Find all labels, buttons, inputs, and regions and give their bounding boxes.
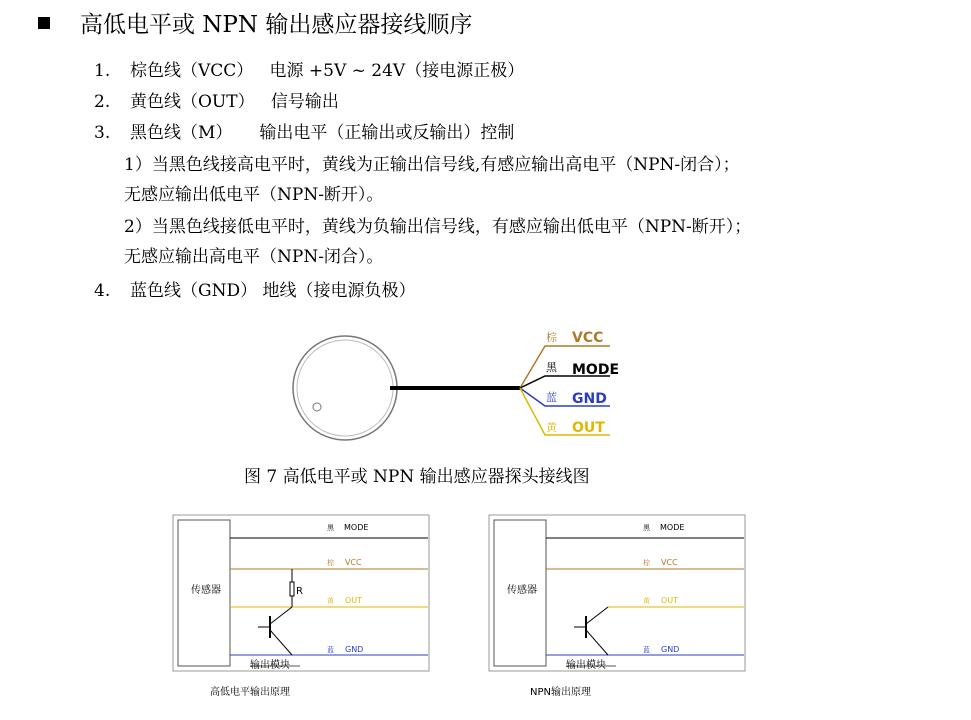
list-item-3	[94, 118, 514, 143]
list-text: 棕色线（VCC） 电源 +5V ~ 24V（接电源正极）	[130, 61, 525, 81]
probe-wire-label: GND	[572, 391, 607, 407]
probe-wire-cn: 黄	[546, 421, 557, 434]
sub-line-3: 2）当黑色线接低电平时，黄线为负输出信号线，有感应输出低电平（NPN-断开）；	[124, 217, 752, 237]
heading-text: 高低电平或 NPN 输出感应器接线顺序	[80, 12, 473, 38]
probe-wire-label: MODE	[572, 362, 620, 378]
list-text: 黄色线（OUT） 信号输出	[130, 92, 339, 112]
list-text: 蓝色线（GND） 地线（接电源负极）	[130, 281, 416, 301]
wire-label-gnd: GND	[661, 645, 680, 654]
module-label: 输出模块	[250, 660, 290, 671]
list-item-2	[94, 87, 339, 112]
wire-cn: 棕	[643, 559, 650, 567]
probe-wire-label: VCC	[572, 330, 604, 346]
wire-label-vcc: VCC	[661, 558, 678, 567]
probe-wire-label: OUT	[572, 420, 605, 436]
module-label: 输出模块	[566, 660, 606, 671]
wire-cn: 黑	[327, 524, 334, 532]
wire-cn: 黄	[643, 597, 650, 605]
square-bullet-icon	[38, 17, 50, 29]
list-item-1	[94, 56, 524, 81]
transistor-collector	[270, 607, 292, 624]
sub-line-4: 无感应输出高电平（NPN-闭合）。	[124, 247, 384, 267]
wire-label-mode: MODE	[344, 523, 369, 532]
list-item-4	[94, 276, 416, 301]
wire-label-mode: MODE	[660, 523, 685, 532]
transistor-collector	[586, 607, 608, 624]
resistor-label: R	[296, 586, 303, 597]
resistor-icon	[290, 582, 294, 596]
page-heading	[38, 6, 472, 39]
wire-cn: 黄	[327, 597, 334, 605]
wire-label-out: OUT	[661, 596, 679, 605]
sub-line-1: 1）当黑色线接高电平时，黄线为正输出信号线,有感应输出高电平（NPN-闭合）；	[124, 155, 740, 175]
probe-wire-cn: 蓝	[546, 391, 557, 404]
list-number: 3.	[94, 123, 111, 143]
transistor-emitter	[586, 630, 608, 655]
probe-wire-cn: 棕	[546, 331, 557, 344]
sensor-label: 传感器	[507, 585, 537, 596]
probe-wire-cn: 黑	[546, 361, 557, 374]
list-number: 2.	[94, 92, 111, 112]
wire-label-out: OUT	[345, 596, 363, 605]
probe-head	[293, 336, 397, 440]
probe-wiring-figure	[280, 318, 640, 443]
list-number: 1.	[94, 61, 111, 81]
schematic-high-low	[170, 512, 435, 702]
schematic-title: 高低电平输出原理	[210, 687, 290, 698]
transistor-emitter	[270, 630, 292, 655]
sub-line-2: 无感应输出低电平（NPN-断开）。	[124, 185, 384, 205]
wire-label-vcc: VCC	[345, 558, 362, 567]
list-text: 黑色线（M） 输出电平（正输出或反输出）控制	[130, 123, 515, 143]
sensor-label: 传感器	[191, 585, 221, 596]
wire-cn: 蓝	[327, 646, 334, 654]
list-number: 4.	[94, 281, 111, 301]
wire-cn: 棕	[327, 559, 334, 567]
wire-cn: 蓝	[643, 646, 650, 654]
figure-caption: 图 7 高低电平或 NPN 输出感应器探头接线图	[244, 467, 590, 487]
wire-cn: 黑	[643, 524, 650, 532]
wire-label-gnd: GND	[345, 645, 364, 654]
schematic-title: NPN输出原理	[530, 687, 591, 698]
schematic-npn	[486, 512, 751, 702]
